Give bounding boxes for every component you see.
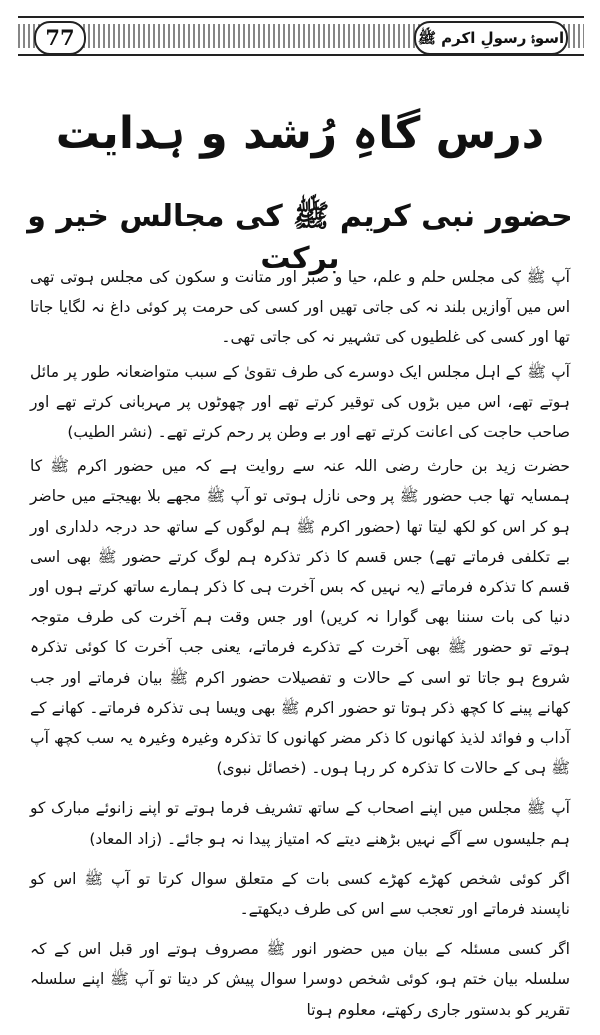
chapter-title: درس گاہِ رُشد و ہدایت — [55, 108, 545, 159]
paragraph: آپ ﷺ مجلس میں اپنے اصحاب کے ساتھ تشریف فرما ہوتے تو اپنے زانوئے مبارک کو ہم جلیسوں سے آگے نہیں بڑھنے دیتے کہ امتیاز پیدا نہ ہو جائے۔ (زاد المعاد) — [30, 799, 570, 848]
page-number: 77 — [34, 21, 86, 55]
section-subtitle: حضور نبی کریم ﷺ کی مجالس خیر و برکت — [27, 199, 573, 276]
running-book-title: اسوۂ رسولِ اکرم ﷺ — [414, 21, 568, 55]
paragraph: اگر کسی مسئلہ کے بیان میں حضور انور ﷺ مصروف ہوتے اور قبل اس کے کہ سلسلہ بیان ختم ہو، کوئی شخص دوسرا سوال پیش کر دیتا تو آپ ﷺ اپنے سلسلہ تقریر کو بدستور جاری رکھتے، معلوم ہوتا — [30, 940, 570, 1019]
paragraph: آپ ﷺ کے اہل مجلس ایک دوسرے کی طرف تقویٰ کے سبب متواضعانہ طور پر مائل ہوتے تھے، اس میں بڑوں کی توقیر کرتے تھے اور چھوٹوں پر مہربانی کرتے تھے اور صاحب حاجت کی اعانت کرتے تھے اور بے وطن پر رحم کرتے تھے۔ (نشر الطیب) — [30, 362, 570, 442]
paragraph: آپ ﷺ کی مجلس حلم و علم، حیا و صبر اور متانت و سکون کی مجلس ہوتی تھی اس میں آوازیں بلند نہ کی جاتی تھیں اور کسی کی حرمت پر کوئی داغ نہ لگایا جاتا تھا اور کسی کی غلطیوں کی تشہیر نہ کی جاتی تھی۔ — [30, 268, 570, 347]
header-rule-top — [18, 16, 584, 18]
paragraph: حضرت زید بن حارث رضی اللہ عنہ سے روایت ہے کہ میں حضور اکرم ﷺ کا ہمسایہ تھا جب حضور ﷺ پر وحی نازل ہوتی تو آپ ﷺ مجھے بلا بھیجتے میں حاضر ہو کر اس کو لکھ لیتا تھا (حضور اکرم ﷺ ہم لوگوں کے ساتھ حد درجہ دلداری اور بے تکلفی فرماتے تھے) جس قسم کا ذکر تذکرہ ہم لوگ کرتے حضور ﷺ بھی اسی قسم کا تذکرہ فرماتے (یہ نہیں کہ بس آخرت ہی کا ذکر ہمارے ساتھ کرتے ہوں اور دنیا کی بات سننا بھی گوارا نہ کریں) اور جس وقت ہم آخرت کی طرف متوجہ ہوتے تو حضور ﷺ بھی آخرت کے تذکرے فرماتے، یعنی جب آخرت کا کوئی تذکرہ شروع ہو جاتا تو اسی کے حالات و تفصیلات حضور اکرم ﷺ بیان فرماتے اور جب کھانے پینے کا کچھ ذکر ہوتا تو حضور اکرم ﷺ بھی ویسا ہی تذکرہ فرماتے۔ کھانے کے آداب و فوائد لذیذ کھانوں کا ذکر مضر کھانوں کا تذکرہ وغیرہ وغیرہ یہ سب کچھ آپ ﷺ ہی کے حالات کا تذکرہ کر رہا ہوں۔ (خصائل نبوی) — [30, 457, 570, 778]
paragraph: اگر کوئی شخص کھڑے کھڑے کسی بات کے متعلق سوال کرتا تو آپ ﷺ اس کو ناپسند فرماتے اور تعجب سے اس کی طرف دیکھتے۔ — [30, 869, 570, 919]
page-header — [18, 14, 584, 58]
body-text — [30, 262, 570, 1035]
